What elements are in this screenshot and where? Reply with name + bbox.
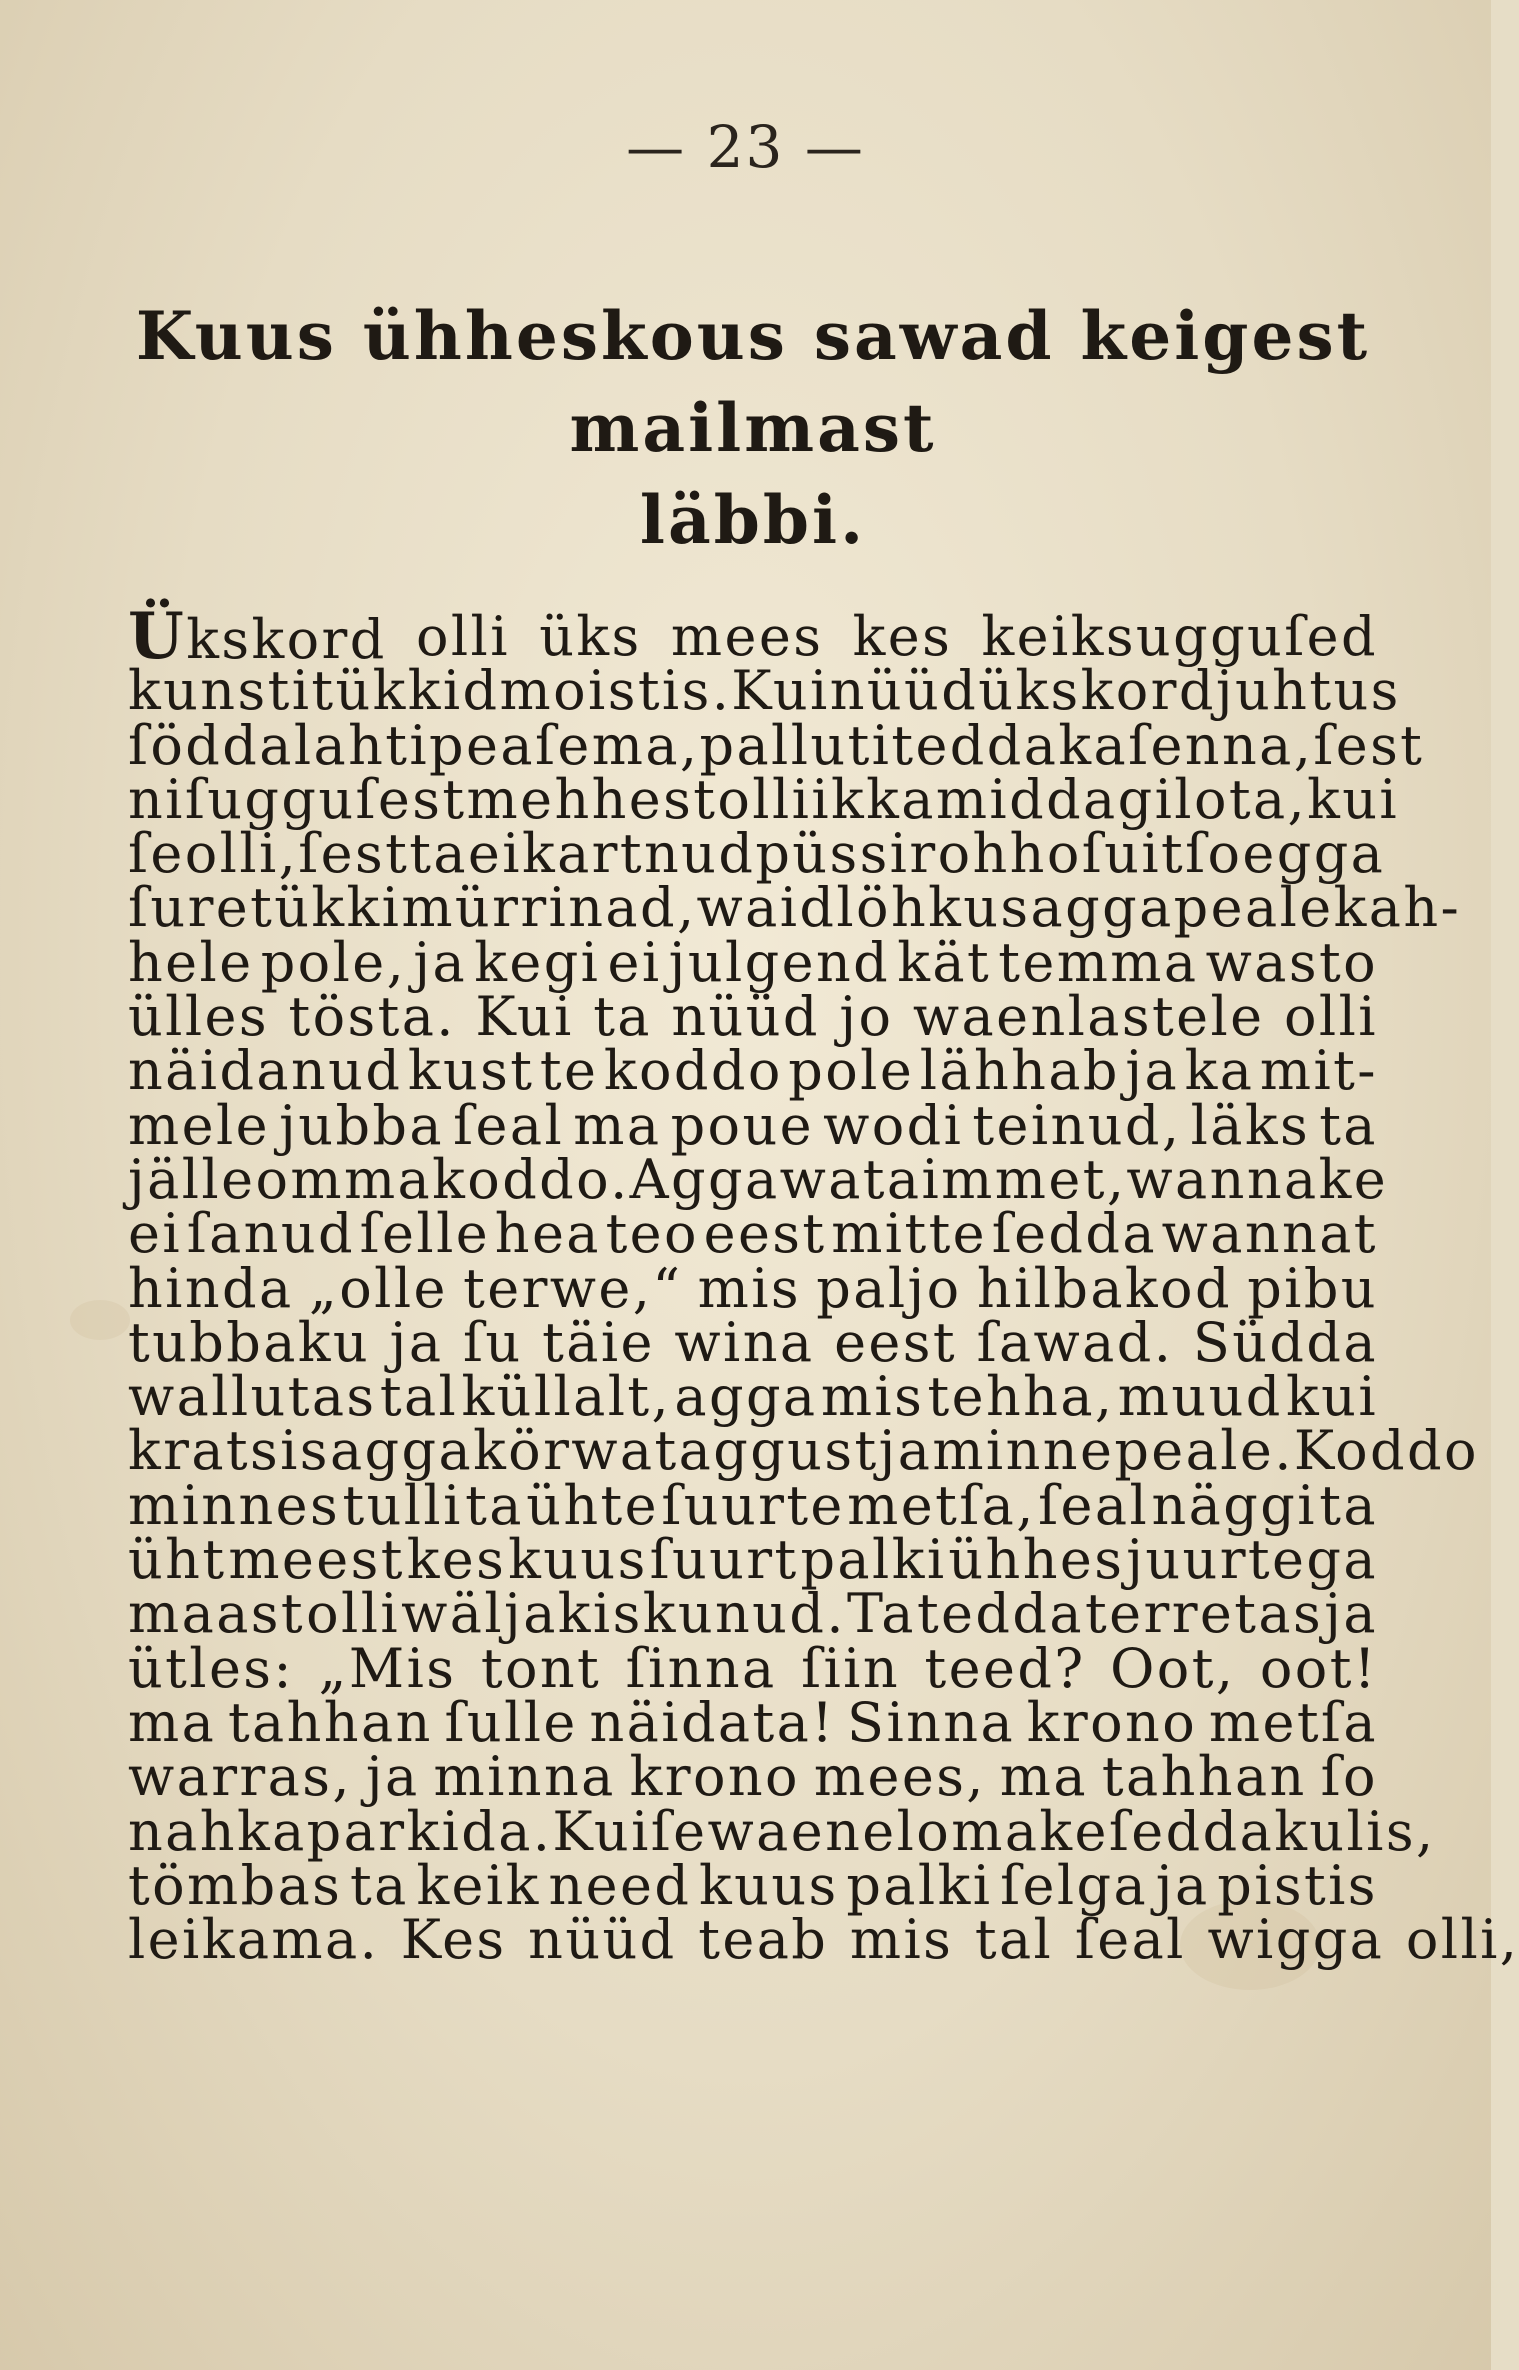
- word: palluti: [699, 713, 892, 777]
- word: paljo: [816, 1256, 962, 1320]
- text-line: [128, 1690, 1378, 1754]
- word: ei: [128, 1202, 183, 1266]
- word: teinud,: [972, 1093, 1182, 1157]
- word: terwe,“: [463, 1256, 683, 1320]
- word: minna: [433, 1745, 616, 1809]
- word: tömbas: [128, 1853, 343, 1917]
- word: näidanud: [128, 1039, 403, 1103]
- word: ſeal: [453, 1093, 565, 1157]
- word: juurtega: [1126, 1528, 1378, 1592]
- word: mis: [849, 1908, 954, 1972]
- word: ſu: [462, 1310, 523, 1374]
- word: ſeal: [1038, 1473, 1150, 1537]
- word: ſanud: [186, 1202, 355, 1266]
- text-line: [128, 1202, 1378, 1266]
- word: löhkus: [836, 876, 1031, 940]
- word: tal: [379, 1365, 459, 1429]
- word: olli: [717, 767, 812, 831]
- word: „olle: [308, 1256, 448, 1320]
- word: waene: [707, 1799, 897, 1863]
- word: wallutas: [128, 1365, 377, 1429]
- word: Kes: [400, 1908, 507, 1972]
- word: ülles: [128, 985, 269, 1049]
- word: palki: [846, 1853, 993, 1917]
- word: ja: [1324, 1582, 1378, 1646]
- word: lota,: [1174, 767, 1308, 831]
- word: mitte: [831, 1202, 988, 1266]
- word: ſawad.: [976, 1310, 1174, 1374]
- word: Sinna: [847, 1690, 1016, 1754]
- word: ja: [878, 1419, 933, 1483]
- word: kratsis: [128, 1419, 330, 1483]
- word: koddo.: [432, 1147, 630, 1211]
- word: tont: [480, 1636, 602, 1700]
- word: ſuitſo: [1081, 822, 1243, 886]
- word: pole: [788, 1039, 915, 1103]
- word: wannake: [1126, 1147, 1389, 1211]
- word: maast: [128, 1582, 306, 1646]
- body-paragraph: [128, 599, 1519, 1972]
- word: olli,: [1405, 1908, 1519, 1972]
- word: ſedda: [991, 1202, 1157, 1266]
- word: kui: [1286, 1365, 1378, 1429]
- text-line: [128, 1310, 1378, 1374]
- word: Kui: [475, 985, 574, 1049]
- word: kunstitükkid: [128, 659, 500, 723]
- word: krono: [629, 1745, 800, 1809]
- word: ſuretükki: [128, 876, 402, 940]
- word: mit-: [1259, 1039, 1378, 1103]
- word: ta: [593, 985, 652, 1049]
- word: wäljakiskunud.: [401, 1582, 846, 1646]
- word: palki: [800, 1528, 947, 1592]
- text-line: [128, 1256, 1378, 1320]
- word: ja: [1125, 1039, 1180, 1103]
- word: leikama.: [128, 1908, 380, 1972]
- word: lähhab: [919, 1039, 1120, 1103]
- text-line: [128, 599, 1378, 674]
- word: egga: [1242, 822, 1386, 886]
- word: tedda: [916, 1582, 1084, 1646]
- text-line: [128, 1093, 1378, 1157]
- word: tubbaku: [128, 1310, 371, 1374]
- word: tahhan: [1101, 1745, 1307, 1809]
- word: kes: [852, 605, 953, 668]
- word: ſest: [1313, 713, 1425, 777]
- word: mees: [670, 605, 824, 668]
- word: mees,: [813, 1745, 986, 1809]
- word: kuus: [508, 1528, 648, 1592]
- word: kät: [897, 930, 992, 994]
- word: metſa: [1208, 1690, 1378, 1754]
- word: ſelga: [1000, 1853, 1149, 1917]
- word: tal: [974, 1908, 1054, 1972]
- word: lahti: [293, 713, 430, 777]
- word: minnes: [128, 1473, 341, 1537]
- word: ja: [365, 1745, 420, 1809]
- word: teab: [698, 1908, 829, 1972]
- word: ütles:: [128, 1636, 295, 1700]
- word: pistis: [1217, 1853, 1378, 1917]
- word: wannat: [1161, 1202, 1378, 1266]
- word: muud: [1117, 1365, 1283, 1429]
- word: ta: [409, 822, 468, 886]
- chapter-title: [128, 290, 1378, 566]
- text-line: [128, 876, 1462, 940]
- word: „Mis: [318, 1636, 457, 1700]
- word: ka: [1184, 1039, 1255, 1103]
- word: oot!: [1259, 1636, 1378, 1700]
- word: kulis,: [1274, 1799, 1436, 1863]
- word: terretas: [1085, 1582, 1324, 1646]
- word: täie: [542, 1310, 655, 1374]
- word: ſiin: [801, 1636, 901, 1700]
- word: eest: [703, 1202, 827, 1266]
- word: näggi: [1151, 1473, 1317, 1537]
- word: poue: [670, 1093, 814, 1157]
- word: küllalt,: [461, 1365, 672, 1429]
- word: peale: [1173, 876, 1334, 940]
- word: ma: [573, 1093, 662, 1157]
- word: pibu: [1247, 1256, 1378, 1320]
- word: wata: [779, 1147, 922, 1211]
- text-line: [128, 985, 1378, 1049]
- word: kui: [1307, 767, 1400, 831]
- word: Südda: [1192, 1310, 1378, 1374]
- word: ſenna,: [1128, 713, 1314, 777]
- text-line: [128, 1147, 1389, 1211]
- word: ja: [389, 1310, 444, 1374]
- word: ſe: [128, 822, 185, 886]
- word: waid: [696, 876, 837, 940]
- page-number: — 23 —: [626, 113, 865, 181]
- word: keik: [416, 1853, 541, 1917]
- text-line: [128, 1853, 1378, 1917]
- word: ta: [350, 1853, 409, 1917]
- word: eest: [834, 1310, 957, 1374]
- text-block: [128, 290, 1519, 1972]
- word: taggust: [654, 1419, 879, 1483]
- word: ſödda: [128, 713, 294, 777]
- word: ſedda: [1108, 1799, 1275, 1863]
- word: warras,: [128, 1745, 352, 1809]
- word: tahhan: [227, 1690, 433, 1754]
- word: ſe: [650, 1799, 708, 1863]
- word: wasto: [1205, 930, 1378, 994]
- word: tedda: [891, 713, 1059, 777]
- word: waenlastele: [912, 985, 1265, 1049]
- word: metſa,: [847, 1473, 1036, 1537]
- word: ma: [128, 1690, 217, 1754]
- word: ſinna: [625, 1636, 777, 1700]
- word: ta: [1319, 1093, 1378, 1157]
- word: hinda: [128, 1256, 294, 1320]
- word: tösta.: [288, 985, 456, 1049]
- word: teed?: [924, 1636, 1086, 1700]
- word: ſest: [298, 822, 410, 886]
- word: mis: [697, 1256, 801, 1320]
- word: peaſema,: [429, 713, 700, 777]
- word: ei: [467, 822, 522, 886]
- word: juhtus: [1215, 659, 1401, 723]
- title-line: Kuus ühheskous sawad keigest mailmast: [135, 297, 1371, 467]
- text-line: [128, 822, 1386, 886]
- word: koddo: [603, 1039, 783, 1103]
- paper-stain: [70, 1300, 130, 1340]
- word: olli: [1283, 985, 1378, 1049]
- word: ja: [1155, 1853, 1210, 1917]
- word: krono: [1026, 1690, 1198, 1754]
- word: ta: [465, 1473, 524, 1537]
- word: Agga: [629, 1147, 780, 1211]
- text-line: [128, 1473, 1378, 1537]
- text-line: [128, 659, 1401, 723]
- word: Koddo: [1293, 1419, 1479, 1483]
- word: ſo: [1320, 1745, 1378, 1809]
- word: kah-: [1333, 876, 1462, 940]
- word: parkida.: [306, 1799, 553, 1863]
- word: jubba: [279, 1093, 444, 1157]
- word: Kui: [552, 1799, 651, 1863]
- text-line: [128, 1365, 1378, 1429]
- word: kegi: [474, 930, 601, 994]
- word: püssirohho: [755, 822, 1082, 886]
- word: need: [548, 1853, 692, 1917]
- word: kes: [406, 1528, 507, 1592]
- word: temma: [998, 930, 1199, 994]
- word: nahka: [128, 1799, 307, 1863]
- word: teo: [605, 1202, 699, 1266]
- word: mis: [820, 1365, 925, 1429]
- word: ſulle: [444, 1690, 578, 1754]
- text-line: [128, 767, 1400, 831]
- text-line: [128, 1039, 1378, 1103]
- word: wodi: [823, 1093, 964, 1157]
- word: Ükskord: [128, 599, 387, 674]
- text-line: [128, 713, 1425, 777]
- word: kuus: [699, 1853, 839, 1917]
- word: ſeal: [1074, 1908, 1186, 1972]
- word: moistis.: [499, 659, 732, 723]
- word: olli: [306, 1582, 401, 1646]
- word: mehhest: [466, 767, 718, 831]
- word: jälle: [128, 1147, 256, 1211]
- word: nüüd: [528, 1908, 677, 1972]
- word: kust: [407, 1039, 535, 1103]
- word: hilbakod: [976, 1256, 1232, 1320]
- text-line: [128, 1636, 1378, 1700]
- word: olli,: [184, 822, 299, 886]
- word: julgend: [668, 930, 891, 994]
- word: omma: [255, 1147, 433, 1211]
- word: ükskord: [978, 659, 1216, 723]
- word: näidata!: [589, 1690, 836, 1754]
- word: ühhes: [948, 1528, 1125, 1592]
- word: wina: [674, 1310, 815, 1374]
- word: immet,: [921, 1147, 1127, 1211]
- title-line: läbbi.: [639, 481, 867, 559]
- word: olli: [415, 605, 510, 668]
- word: ma: [999, 1745, 1088, 1809]
- word: jo: [839, 985, 894, 1049]
- word: ta: [1319, 1473, 1378, 1537]
- word: ka: [1058, 713, 1129, 777]
- word: te: [539, 1039, 599, 1103]
- word: agga: [329, 1419, 474, 1483]
- text-line: [128, 930, 1378, 994]
- word: Ta: [847, 1582, 916, 1646]
- word: niſugguſest: [128, 767, 467, 831]
- word: ſelle: [359, 1202, 491, 1266]
- word: läks: [1190, 1093, 1311, 1157]
- word: üks: [539, 605, 642, 668]
- word: nüüd: [671, 985, 820, 1049]
- word: nüüd: [829, 659, 979, 723]
- word: ſuurte: [661, 1473, 845, 1537]
- word: ühte: [526, 1473, 660, 1537]
- text-line: [128, 1582, 1378, 1646]
- word: tulli: [342, 1473, 463, 1537]
- word: tehha,: [927, 1365, 1115, 1429]
- word: middagi: [935, 767, 1175, 831]
- word: ikka: [811, 767, 936, 831]
- drop-cap: Ü: [128, 599, 187, 674]
- word: hea: [494, 1202, 601, 1266]
- word: keiksugguſed: [981, 605, 1378, 668]
- word: ja: [413, 930, 468, 994]
- text-line: [128, 1745, 1378, 1809]
- word: körwa: [473, 1419, 655, 1483]
- text-line: [128, 1419, 1479, 1483]
- word: wigga: [1207, 1908, 1385, 1972]
- word: Oot,: [1110, 1636, 1236, 1700]
- text-line: [128, 1799, 1436, 1863]
- word: ſuurt: [649, 1528, 799, 1592]
- word: mele: [128, 1093, 270, 1157]
- word: üht: [128, 1528, 227, 1592]
- word: pole,: [260, 930, 407, 994]
- text-line: [128, 1908, 1519, 1972]
- word: meest: [228, 1528, 405, 1592]
- word: kartnud: [521, 822, 756, 886]
- word: ei: [607, 930, 662, 994]
- word: peale.: [1114, 1419, 1294, 1483]
- word: mürrinad,: [401, 876, 697, 940]
- word: lomake: [896, 1799, 1109, 1863]
- word: hele: [128, 930, 254, 994]
- word: minne: [932, 1419, 1115, 1483]
- word: agga: [1030, 876, 1174, 940]
- word: agga: [674, 1365, 818, 1429]
- text-line: [128, 1528, 1378, 1592]
- word: Kui: [731, 659, 830, 723]
